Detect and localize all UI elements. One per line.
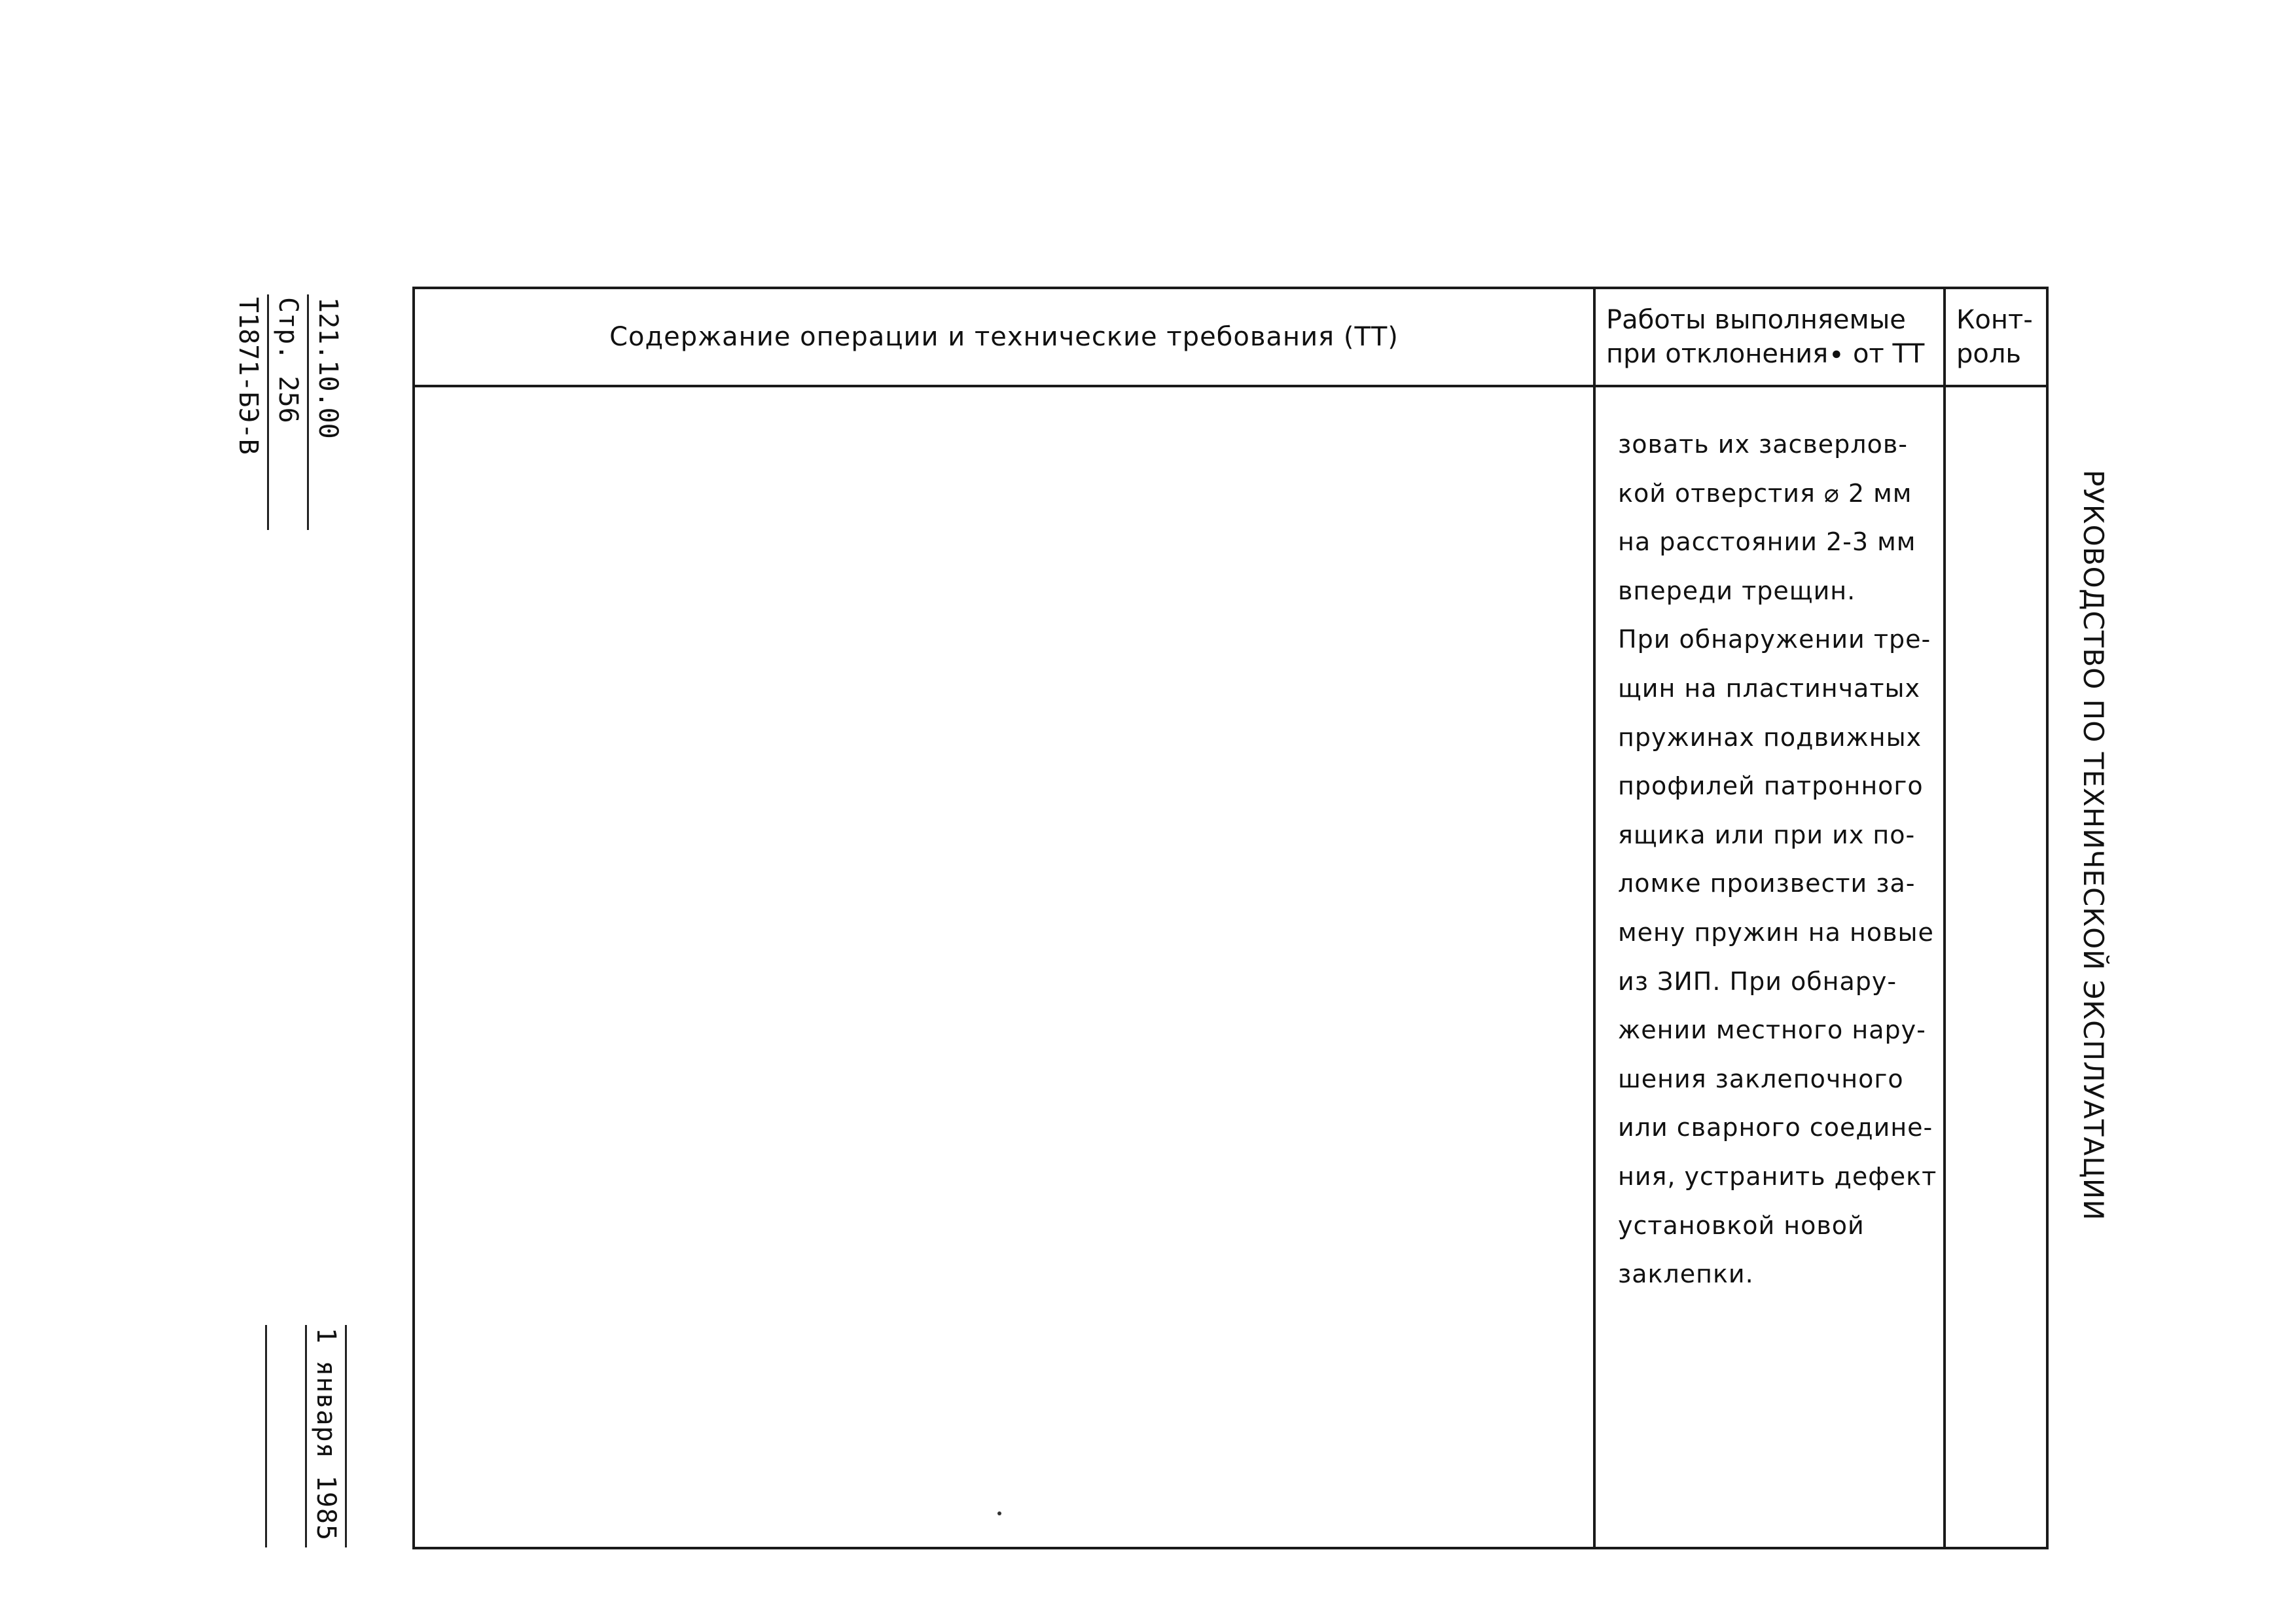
text-line: профилей патронного bbox=[1618, 771, 1924, 801]
manual-title: РУКОВОДСТВО ПО ТЕХНИЧЕСКОЙ ЭКСПЛУАТАЦИИ bbox=[2077, 470, 2109, 1221]
doc-code: Т1871-БЭ-В bbox=[233, 297, 263, 455]
document-stamp bbox=[229, 294, 347, 530]
text-line: кой отверстия ⌀ 2 мм bbox=[1618, 478, 1912, 508]
date-rule bbox=[265, 1325, 305, 1547]
column-divider-1 bbox=[1593, 289, 1596, 1547]
text-line: ломке произвести за- bbox=[1618, 869, 1916, 898]
date-stamp bbox=[265, 1325, 347, 1547]
text-line: заклепки. bbox=[1618, 1260, 1754, 1289]
header-operation-label: Содержание операции и технические требования (ТТ) bbox=[609, 322, 1399, 352]
header-control-line1: Конт- bbox=[1956, 305, 2033, 335]
text-line: на расстоянии 2-3 мм bbox=[1618, 527, 1916, 557]
operations-table bbox=[412, 287, 2049, 1549]
text-line: ящика или при их по- bbox=[1618, 820, 1916, 849]
scan-speck bbox=[997, 1511, 1001, 1515]
header-deviation-works bbox=[1606, 289, 1933, 385]
text-line: щин на пластинчатых bbox=[1618, 673, 1920, 703]
text-line: ния, устранить дефект bbox=[1618, 1161, 1937, 1191]
header-divider bbox=[415, 385, 2046, 387]
header-control-line2: роль bbox=[1956, 339, 2022, 369]
text-line: При обнаружении тре- bbox=[1618, 625, 1931, 654]
header-deviation-line1: Работы выполняемые bbox=[1606, 305, 1906, 335]
doc-number: 121.10.00 bbox=[307, 294, 347, 530]
text-line: установкой новой bbox=[1618, 1210, 1865, 1240]
text-line: жении местного нару- bbox=[1618, 1015, 1926, 1045]
text-line: из ЗИП. При обнару- bbox=[1618, 966, 1897, 996]
text-line: или сварного соедине- bbox=[1618, 1113, 1933, 1142]
header-operation-content bbox=[415, 289, 1593, 385]
text-line: мену пружин на новые bbox=[1618, 917, 1934, 947]
page-number: Стр. 256 bbox=[267, 294, 307, 530]
column-divider-2 bbox=[1943, 289, 1946, 1547]
text-line: зовать их засверлов- bbox=[1618, 430, 1908, 459]
deviation-works-text bbox=[1618, 420, 1939, 1299]
text-line: впереди трещин. bbox=[1618, 576, 1856, 605]
text-line: шения заклепочного bbox=[1618, 1064, 1904, 1093]
issue-date: 1 января 1985 bbox=[305, 1325, 347, 1547]
header-control bbox=[1956, 289, 2048, 385]
header-deviation-line2: при отклонения∙ от ТТ bbox=[1606, 339, 1925, 369]
text-line: пружинах подвижных bbox=[1618, 722, 1922, 752]
